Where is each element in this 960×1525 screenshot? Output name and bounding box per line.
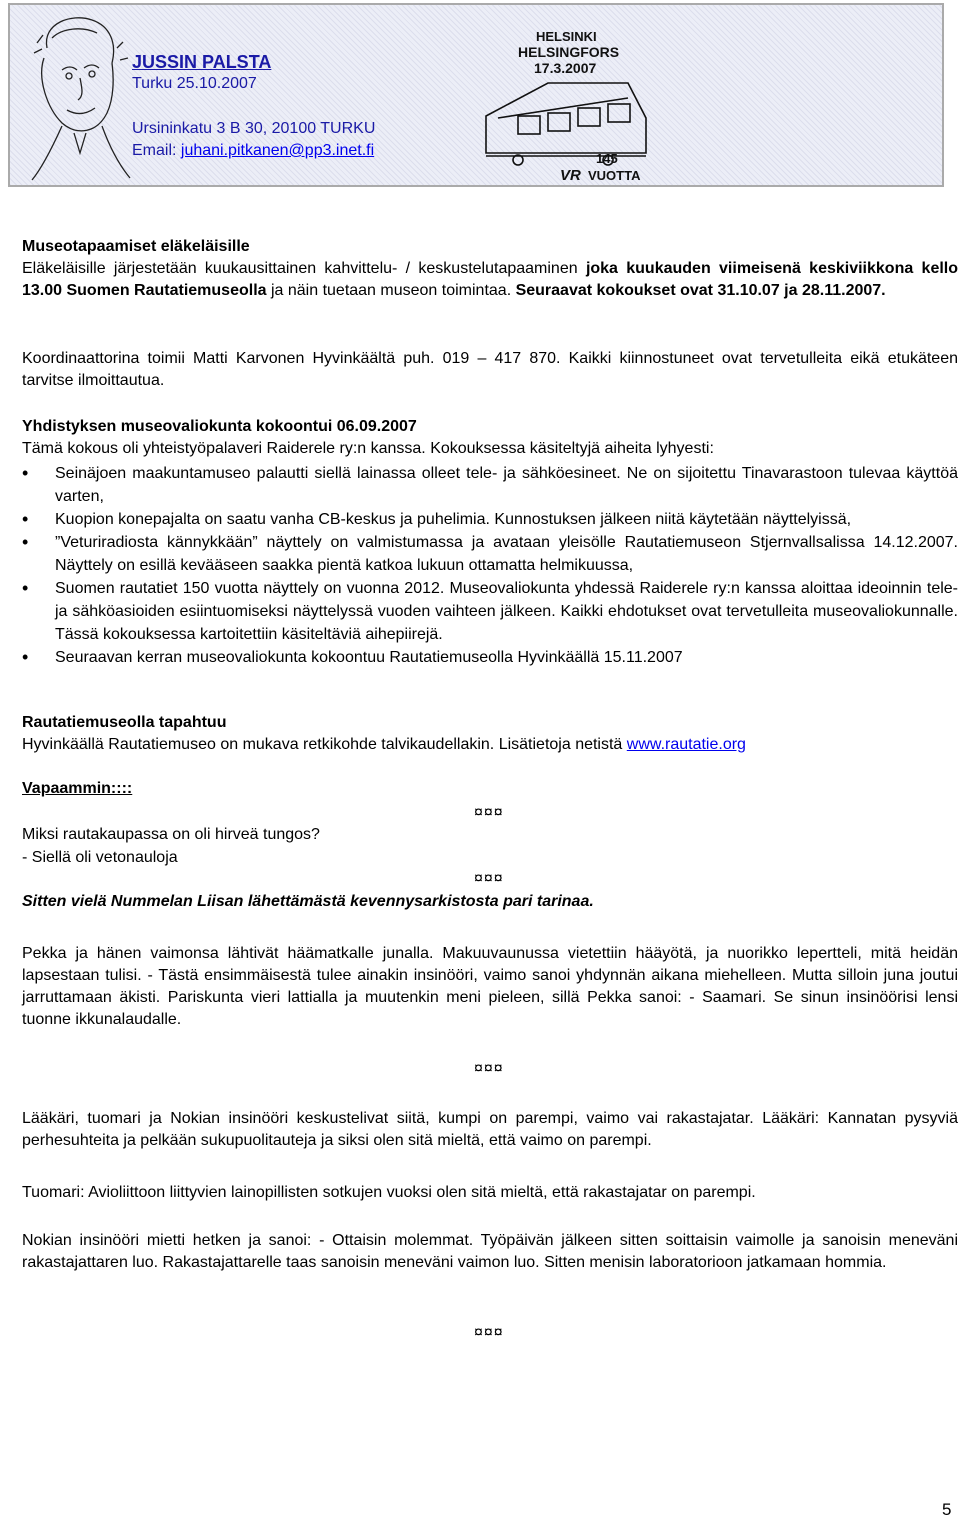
joke-question: Miksi rautakaupassa on oli hirveä tungos? (22, 826, 320, 843)
meetings-text-a: Eläkeläisille järjestetään kuukausittainen kahvittelu- / keskustelutapaaminen (22, 260, 586, 277)
meetings-text-b: joka kuukauden viimeisenä keskiviikkona kello 13.00 Suomen Rautatiemuseolla (22, 260, 959, 299)
story-judge: Tuomari: Avioliittoon liittyvien lainopillisten sotkujen vuoksi olen sitä mieltä, että rakastajatar on parempi. (22, 1184, 756, 1201)
email-link[interactable]: juhani.pitkanen@pp3.inet.fi (180, 142, 375, 159)
stories-intro: Sitten vielä Nummelan Liisan lähettämästä kevennysarkistosta pari tarinaa. (22, 893, 594, 910)
email-line (132, 142, 374, 160)
coordinator-paragraph: Koordinaattorina toimii Matti Karvonen Hyvinkäältä puh. 019 – 417 870. Kaikki kiinnostuneet ovat tervetulleita eikä etukäteen tarvitse ilmoittautua. (22, 350, 958, 389)
list-item: • Kuopion konepajalta on saatu vanha CB-keskus ja puhelimia. Kunnostuksen jälkeen niitä käytetään näyttelyissä, (22, 508, 958, 531)
list-item: • ”Veturiradiosta kännykkään” näyttely on valmistumassa ja avataan yleisölle Rautatiemuseon Stjernvallsalissa 14.12.2007. Näyttely on esillä kevääseen saakka pientä katkoa lukuun ottamatta helmikuussa, (22, 531, 958, 577)
stamp-number: 145 (596, 151, 618, 166)
meetings-paragraph (22, 258, 958, 302)
stamp-vuotta: VUOTTA (588, 168, 641, 183)
story-honeymoon: Pekka ja hänen vaimonsa lähtivät häämatkalle junalla. Makuuvaunussa vietettiin hääyötä, ja nuorikko lepertteli, mitä heidän lapsestaan tulisi. - Tästä ensimmäisestä tulee ainakin insinööri, vaimo sanoi yhdynnän aikana miehelleen. Mutta silloin juna joutui jarruttamaan äkisti. Pariskunta vieri lattialla ja muutenkin meni pieleen, sillä Pekka sanoi: - Saamari. Se sinun insinöörisi lensi tuonne ikkunalaudalle. (22, 945, 958, 1028)
separator-2: ¤¤¤ (474, 870, 504, 887)
list-item: • Suomen rautatiet 150 vuotta näyttely on vuonna 2012. Museovaliokunta yhdessä Raiderele ry:n kanssa aloittaa ideoinnin tele- ja sähköasioiden esiintuomiseksi näyttelyssä vuoden vaihteen jälkeen. Kaikki ehdotukset ovat tervetulleita museovaliokunnalle. Tässä kokouksessa kartoitettiin käsiteltäviä aihepiirejä. (22, 577, 958, 646)
column-title: JUSSIN PALSTA (132, 52, 272, 72)
separator-1: ¤¤¤ (474, 804, 504, 821)
caricature-portrait-image (22, 8, 132, 183)
page-number: 5 (942, 1500, 952, 1519)
meetings-text-c: ja näin tuetaan museon toimintaa. (266, 282, 516, 299)
rautatie-link[interactable]: www.rautatie.org (626, 736, 746, 753)
joke-answer: - Siellä oli vetonauloja (22, 849, 178, 866)
event-heading: Rautatiemuseolla tapahtuu (22, 714, 227, 731)
event-paragraph (22, 734, 958, 756)
committee-intro: Tämä kokous oli yhteistyöpalaveri Raiderele ry:n kanssa. Kokouksessa käsiteltyjä aiheita lyhyesti: (22, 440, 714, 457)
stamp-vr: VR (560, 167, 581, 184)
list-item: • Seuraavan kerran museovaliokunta kokoontuu Rautatiemuseolla Hyvinkäällä 15.11.2007 (22, 646, 958, 669)
email-label: Email: (132, 142, 181, 159)
stamp-date: 17.3.2007 (534, 60, 597, 76)
event-text: Hyvinkäällä Rautatiemuseo on mukava retkikohde talvikaudellakin. Lisätietoja netistä (22, 736, 627, 753)
address: Ursininkatu 3 B 30, 20100 TURKU (132, 120, 376, 137)
stamp-line1: HELSINKI (536, 29, 597, 44)
train-drawing-icon (486, 83, 646, 165)
story-doctor: Lääkäri, tuomari ja Nokian insinööri keskustelivat siitä, kumpi on parempi, vaimo vai rakastajatar. Lääkäri: Kannatan pysyviä perhesuhteita ja pelkään sukupuolitauteja ja siksi olen sitä mieltä, että vaimo on parempi. (22, 1110, 958, 1149)
meetings-dates: Seuraavat kokoukset ovat 31.10.07 ja 28.11.2007. (515, 282, 886, 299)
committee-heading: Yhdistyksen museovaliokunta kokoontui 06.09.2007 (22, 418, 417, 435)
place-date: Turku 25.10.2007 (132, 75, 257, 92)
humor-heading: Vapaammin:::: (22, 780, 133, 797)
separator-4: ¤¤¤ (474, 1324, 504, 1341)
meetings-heading: Museotapaamiset eläkeläisille (22, 238, 250, 255)
list-item: • Seinäjoen maakuntamuseo palautti siellä lainassa olleet tele- ja sähköesineet. Ne on sijoitettu Tinavarastoon tulevaa käyttöä varten, (22, 462, 958, 508)
story-engineer: Nokian insinööri mietti hetken ja sanoi: - Ottaisin molemmat. Työpäivän jälkeen sitten soittaisin vaimolle ja sanoisin meneväni rakastajattaren luo. Rakastajattarelle taas sanoisin meneväni vaimon luo. Sitten menisin laboratorioon jatkamaan hommia. (22, 1232, 958, 1271)
separator-3: ¤¤¤ (474, 1060, 504, 1077)
stamp-line2: HELSINGFORS (518, 44, 620, 60)
committee-topics-list (22, 462, 958, 669)
helsinki-stamp-image (478, 28, 653, 184)
